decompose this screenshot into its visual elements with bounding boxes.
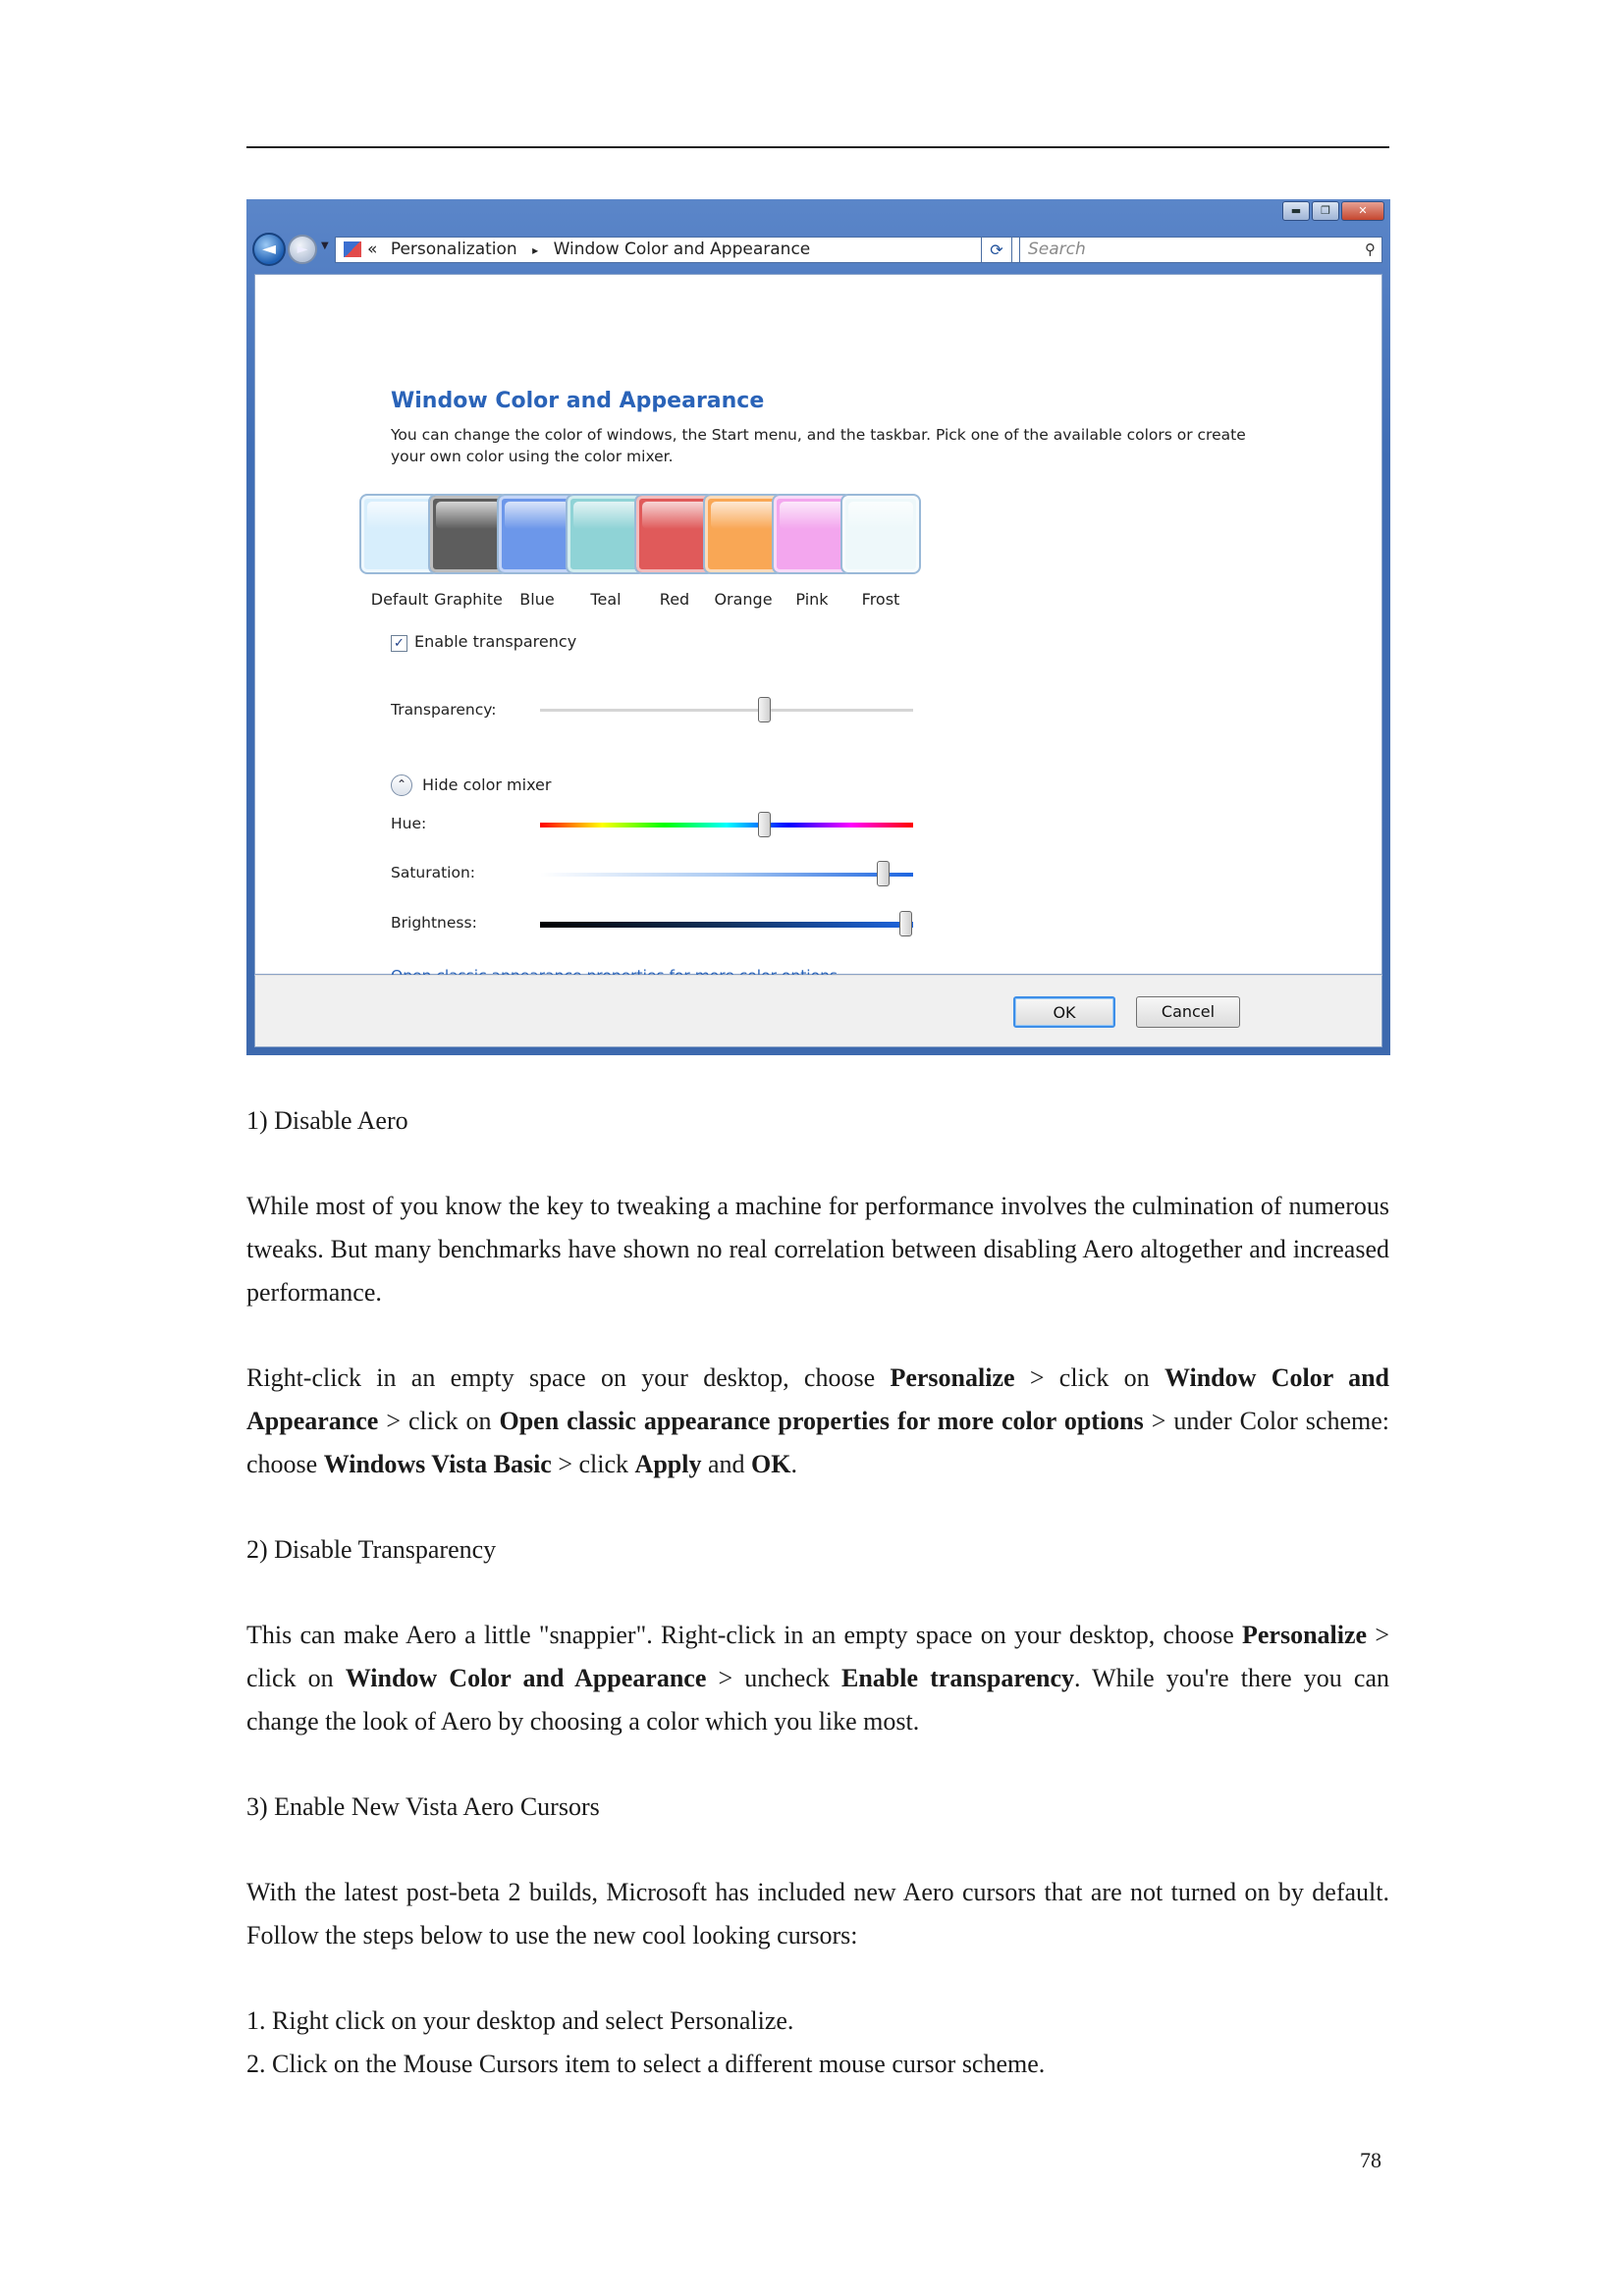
hide-color-mixer-link[interactable]: Hide color mixer — [422, 775, 552, 794]
swatch-label: Graphite — [434, 590, 503, 609]
enable-transparency-checkbox[interactable]: ✓ — [391, 635, 407, 652]
close-button[interactable]: ✕ — [1341, 201, 1384, 221]
content-pane — [254, 274, 1382, 975]
search-icon[interactable]: ⚲ — [1365, 240, 1376, 258]
address-prefix: « — [367, 240, 378, 259]
page-title: Window Color and Appearance — [391, 389, 765, 413]
window-controls — [1282, 201, 1384, 221]
window-color-screenshot — [246, 199, 1390, 1055]
swatch-label: Frost — [861, 590, 900, 609]
search-input[interactable] — [1019, 237, 1382, 263]
search-placeholder: Search — [1028, 240, 1086, 259]
refresh-icon[interactable]: ⟳ — [981, 237, 1012, 263]
page-description: You can change the color of windows, the Start menu, and the taskbar. Pick one of the available colors or create your own color using the color mixer. — [391, 426, 1246, 465]
section-1-heading: 1) Disable Aero — [246, 1106, 408, 1135]
hue-slider-thumb[interactable] — [758, 812, 771, 837]
transparency-slider[interactable] — [540, 709, 913, 712]
hue-slider[interactable] — [540, 823, 913, 828]
list-item: 1. Right click on your desktop and select Personalize. — [246, 2006, 794, 2035]
section-1-paragraph: While most of you know the key to tweaking a machine for performance involves the culmination of numerous tweaks. But many benchmarks have shown no real correlation between disabling Aero altogether and increased performance. — [246, 1192, 1389, 1307]
brightness-slider[interactable] — [540, 922, 913, 928]
section-2-paragraph: This can make Aero a little "snappier". Right-click in an empty space on your desktop, choose Personalize > click on Window Color and Appearance > uncheck Enable transparency. While you're there you can change the look of Aero by choosing a color which you like most. — [246, 1621, 1389, 1735]
transparency-label: Transparency: — [391, 701, 497, 719]
swatch-label: Blue — [519, 590, 555, 609]
swatch-label: Pink — [795, 590, 829, 609]
list-item: 2. Click on the Mouse Cursors item to select a different mouse cursor scheme. — [246, 2050, 1046, 2078]
breadcrumb-separator-icon: ▸ — [532, 243, 539, 257]
control-panel-icon — [344, 241, 361, 257]
hide-color-mixer-icon[interactable]: ⌃ — [391, 774, 412, 796]
address-bar[interactable] — [335, 237, 1073, 263]
saturation-slider[interactable] — [540, 873, 913, 877]
navigation-bar — [246, 229, 1390, 274]
breadcrumb-personalization[interactable]: Personalization — [390, 240, 517, 259]
page-number: 78 — [1360, 2148, 1381, 2172]
saturation-label: Saturation: — [391, 864, 476, 881]
section-1-steps: Right-click in an empty space on your desktop, choose Personalize > click on Window Color and Appearance > click on Open classic appearance properties for more color options > under Color scheme: choose Windows Vista Basic > click Apply and OK. — [246, 1363, 1390, 1478]
ok-button[interactable]: OK — [1013, 996, 1115, 1028]
section-3-paragraph: With the latest post-beta 2 builds, Microsoft has included new Aero cursors that are not turned on by default. Follow the steps below to use the new cool looking cursors: — [246, 1878, 1389, 1949]
swatch-label: Orange — [714, 590, 773, 609]
hue-label: Hue: — [391, 815, 427, 832]
forward-button[interactable]: ► — [288, 235, 317, 264]
back-button[interactable]: ◄ — [252, 233, 286, 266]
cancel-button[interactable]: Cancel — [1136, 996, 1240, 1028]
minimize-button[interactable]: ▬ — [1282, 201, 1310, 221]
header-rule — [246, 146, 1389, 148]
swatch-label: Teal — [590, 590, 622, 609]
recent-pages-icon[interactable]: ▼ — [321, 240, 329, 251]
breadcrumb-window-color[interactable]: Window Color and Appearance — [553, 240, 811, 259]
maximize-button[interactable]: ❐ — [1312, 201, 1339, 221]
transparency-slider-thumb[interactable] — [758, 697, 771, 722]
brightness-label: Brightness: — [391, 914, 477, 932]
swatch-label: Red — [659, 590, 690, 609]
section-3-heading: 3) Enable New Vista Aero Cursors — [246, 1792, 600, 1821]
section-2-heading: 2) Disable Transparency — [246, 1535, 497, 1564]
brightness-slider-thumb[interactable] — [899, 911, 912, 936]
swatch-frost[interactable] — [840, 494, 921, 574]
enable-transparency-label[interactable]: Enable transparency — [414, 632, 577, 651]
saturation-slider-thumb[interactable] — [877, 861, 890, 886]
swatch-label: Default — [370, 590, 429, 609]
